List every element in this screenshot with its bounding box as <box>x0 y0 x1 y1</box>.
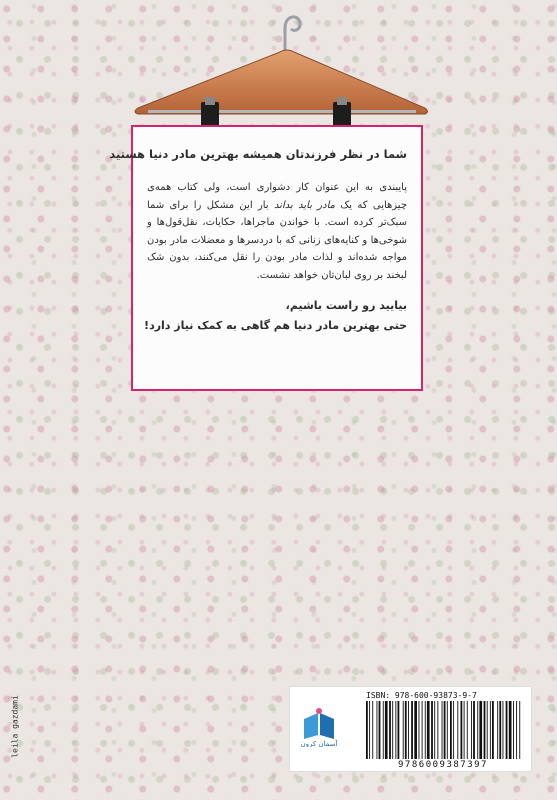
barcode-bar <box>366 701 368 759</box>
body-text-start: پایبندی به این عنوان کار دشواری است، ولی کتاب همه‌ی چیزهایی که یک <box>147 182 408 211</box>
hanger-illustration <box>0 0 557 140</box>
isbn-label: ISBN: 978-600-93873-9-7 <box>366 691 477 700</box>
barcode-bar <box>398 701 400 759</box>
barcode-bar <box>477 701 478 759</box>
hanger-hook-icon <box>285 17 300 55</box>
barcode-bar <box>395 701 396 759</box>
barcode-bar <box>379 701 381 759</box>
barcode-bar <box>497 701 498 759</box>
barcode-bar <box>450 701 452 759</box>
barcode-bar <box>403 701 404 759</box>
barcode-bar <box>467 701 468 759</box>
barcode-bar <box>411 701 413 759</box>
barcode-bar <box>509 701 512 759</box>
barcode-bar <box>484 701 486 759</box>
barcode-bar <box>414 701 417 759</box>
barcode-bar <box>422 701 423 759</box>
barcode-bar <box>434 701 435 759</box>
barcode-bar <box>408 701 409 759</box>
card-heading: شما در نظر فرزندتان همیشه بهترین مادر دنیا هستید <box>109 147 407 161</box>
barcode-bar <box>516 701 517 759</box>
barcode-bar <box>419 701 420 759</box>
barcode-bar <box>453 701 454 759</box>
blurb-card <box>109 125 423 391</box>
barcode-bar <box>389 701 391 759</box>
barcode-bar <box>444 701 446 759</box>
publisher-logo-icon <box>298 705 340 747</box>
closing-line-1: بیایید رو راست باشیم، <box>285 299 407 312</box>
barcode-bar <box>506 701 508 759</box>
spine-author: leila gazdami <box>10 695 20 758</box>
barcode-bar <box>377 701 378 759</box>
barcode-bar <box>442 701 443 759</box>
barcode-bar <box>473 701 475 759</box>
barcode-bar <box>392 701 393 759</box>
barcode-bar <box>425 701 426 759</box>
barcode-bar <box>499 701 501 759</box>
barcode-bar <box>490 701 491 759</box>
barcode-bar <box>405 701 407 759</box>
card-body <box>147 179 407 284</box>
barcode-bar <box>383 701 384 759</box>
barcode-digits: 9786009387397 <box>398 760 488 770</box>
barcode-bar <box>437 701 438 759</box>
barcode-bar <box>503 701 504 759</box>
closing-lines <box>144 296 407 336</box>
hanger-body-icon <box>135 50 428 114</box>
barcode-bar <box>492 701 494 759</box>
body-text-end: بار این مشکل را برای شما سبک‌تر کرده است. با خواندن ماجراها، حکایات، نقل‌قول‌ها و شوخی‌ها و کنایه‌های زنانی که با دردسرها و معضلات مادر بودن مواجه شده‌اند و لذات مادر بودن را نقل می‌کنند، بدون شک لبخند بر روی لبان‌تان خواهد نشست. <box>147 199 407 281</box>
barcode-panel <box>289 686 532 772</box>
barcode-bar <box>427 701 430 759</box>
barcode-bar <box>479 701 482 759</box>
barcode-icon <box>364 701 522 759</box>
barcode-bar <box>513 701 514 759</box>
book-title-italic: مادر باید بداند <box>273 199 335 211</box>
barcode-bar <box>431 701 433 759</box>
barcode-bar <box>369 701 370 759</box>
barcode-bar <box>519 701 520 759</box>
publisher-logo-text: آسمان کرون <box>300 740 338 747</box>
barcode-bar <box>464 701 465 759</box>
barcode-bar <box>461 701 463 759</box>
barcode-bar <box>385 701 388 759</box>
barcode-bar <box>457 701 458 759</box>
barcode-bar <box>487 701 488 759</box>
barcode-bar <box>447 701 448 759</box>
barcode-bar <box>471 701 472 759</box>
barcode-bar <box>372 701 373 759</box>
closing-line-2: حتی بهترین مادر دنیا هم گاهی به کمک نیاز دارد! <box>144 319 407 332</box>
